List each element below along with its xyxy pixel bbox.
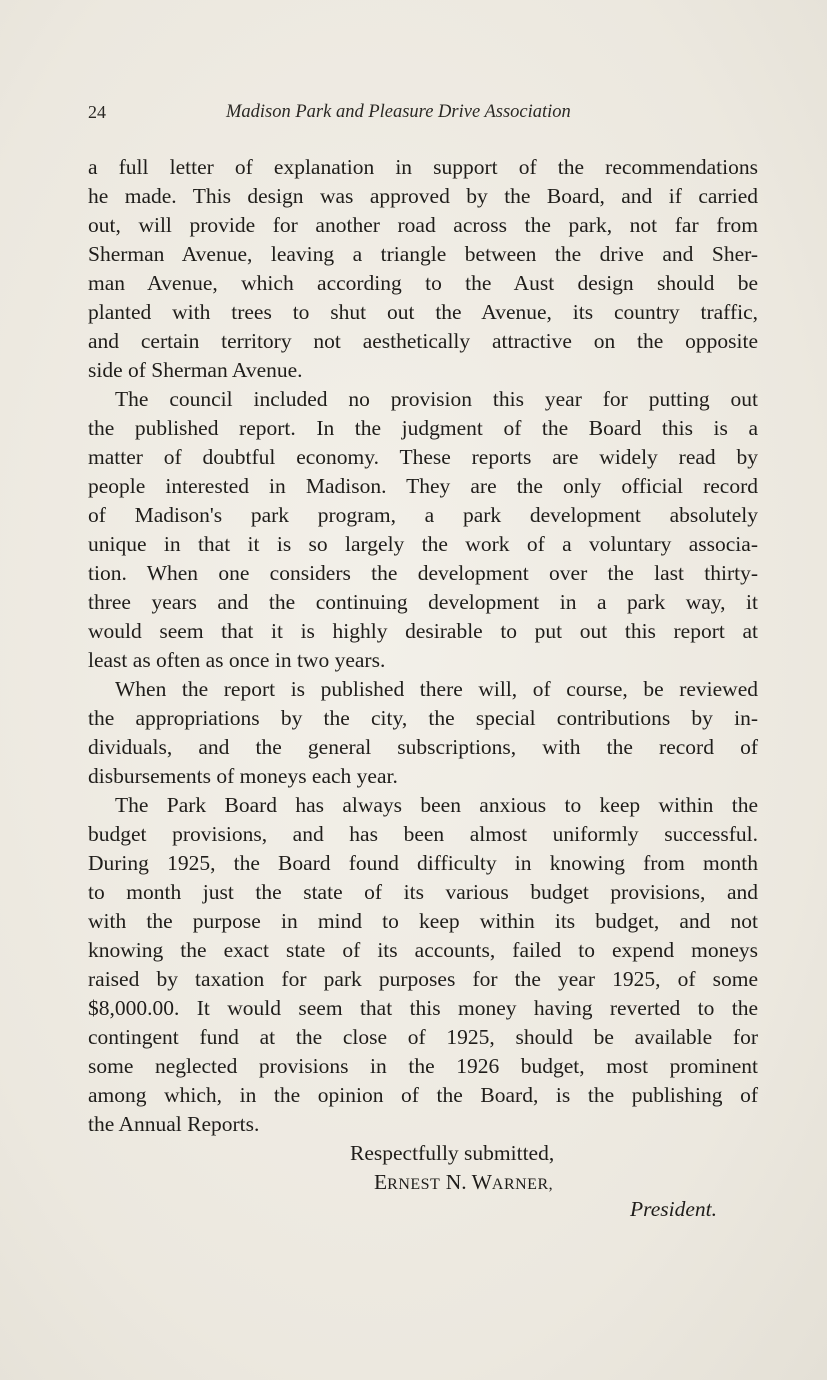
text-line: the appropriations by the city, the special contributions by in-	[88, 706, 758, 730]
text-line: man Avenue, which according to the Aust design should be	[88, 271, 758, 295]
signer-title: President.	[630, 1197, 717, 1221]
text-line: The Park Board has always been anxious to keep within the	[115, 793, 758, 817]
page-number: 24	[88, 102, 106, 122]
signer-last-rest: ARNER,	[491, 1176, 554, 1193]
text-line: unique in that it is so largely the work of a voluntary associa-	[88, 532, 758, 556]
text-line: knowing the exact state of its accounts, failed to expend moneys	[88, 938, 758, 962]
text-line: planted with trees to shut out the Avenue, its country traffic,	[88, 300, 758, 324]
text-line: When the report is published there will, of course, be reviewed	[115, 677, 758, 701]
text-line: he made. This design was approved by the Board, and if carried	[88, 184, 758, 208]
text-line: contingent fund at the close of 1925, should be available for	[88, 1025, 758, 1049]
text-line: three years and the continuing development in a park way, it	[88, 590, 758, 614]
text-line: tion. When one considers the development over the last thirty-	[88, 561, 758, 585]
signer-middle: N.	[445, 1170, 467, 1194]
text-line: the published report. In the judgment of the Board this is a	[88, 416, 758, 440]
text-line: with the purpose in mind to keep within its budget, and not	[88, 909, 758, 933]
text-line: would seem that it is highly desirable to put out this report at	[88, 619, 758, 643]
text-line: least as often as once in two years.	[88, 648, 386, 672]
text-line: matter of doubtful economy. These reports are widely read by	[88, 445, 758, 469]
signer-first-initial: E	[374, 1170, 388, 1194]
text-line: raised by taxation for park purposes for the year 1925, of some	[88, 967, 758, 991]
closing-salutation: Respectfully submitted,	[350, 1141, 555, 1165]
signer-last-initial: W	[471, 1170, 492, 1194]
text-line: $8,000.00. It would seem that this money having reverted to the	[88, 996, 758, 1020]
text-line: Sherman Avenue, leaving a triangle between the drive and Sher-	[88, 242, 758, 266]
text-line: of Madison's park program, a park development absolutely	[88, 503, 758, 527]
text-line: some neglected provisions in the 1926 budget, most prominent	[88, 1054, 758, 1078]
text-line: and certain territory not aesthetically attractive on the opposite	[88, 329, 758, 353]
text-line: During 1925, the Board found difficulty in knowing from month	[88, 851, 758, 875]
text-line: The council included no provision this year for putting out	[115, 387, 758, 411]
text-line: disbursements of moneys each year.	[88, 764, 398, 788]
text-line: among which, in the opinion of the Board, is the publishing of	[88, 1083, 758, 1107]
running-title: Madison Park and Pleasure Drive Association	[226, 102, 571, 122]
text-line: to month just the state of its various budget provisions, and	[88, 880, 758, 904]
text-line: dividuals, and the general subscriptions, with the record of	[88, 735, 758, 759]
text-line: the Annual Reports.	[88, 1112, 260, 1136]
signer-name	[374, 1168, 553, 1199]
text-line: budget provisions, and has been almost uniformly successful.	[88, 822, 758, 846]
text-line: a full letter of explanation in support of the recommendations	[88, 155, 758, 179]
text-line: out, will provide for another road across the park, not far from	[88, 213, 758, 237]
text-line: people interested in Madison. They are the only official record	[88, 474, 758, 498]
text-line: side of Sherman Avenue.	[88, 358, 303, 382]
signer-first-rest: RNEST	[387, 1176, 441, 1193]
